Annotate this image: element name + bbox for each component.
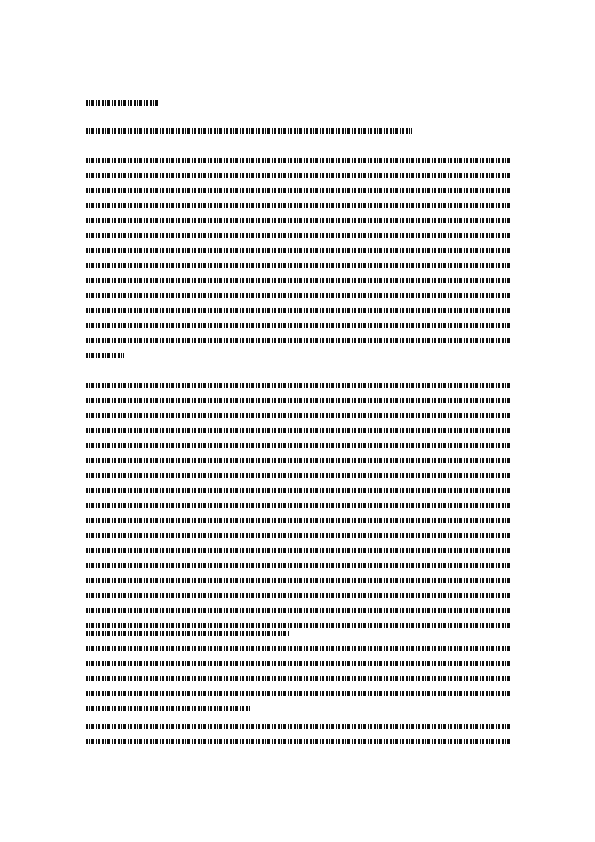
text-line: [86, 533, 512, 538]
text-line: [86, 458, 512, 463]
text-line: [86, 158, 512, 163]
text-line: [86, 218, 512, 223]
text-line: [86, 413, 512, 418]
text-line: [86, 488, 512, 493]
text-line: [86, 188, 512, 193]
text-line: [86, 691, 512, 696]
text-line: [86, 383, 512, 388]
text-line: [86, 608, 512, 613]
text-line: [86, 443, 512, 448]
text-line: [86, 706, 250, 711]
text-line: [86, 646, 512, 651]
text-line: [86, 263, 512, 268]
text-line: [86, 548, 512, 553]
page-header-label: [86, 100, 158, 106]
text-line: [86, 308, 512, 313]
text-line: [86, 203, 512, 208]
text-line: [86, 323, 512, 328]
text-line: [86, 724, 512, 729]
text-line: [86, 578, 512, 583]
text-line: [86, 428, 512, 433]
text-line: [86, 398, 512, 403]
text-line: [86, 293, 512, 298]
text-line: [86, 353, 124, 358]
text-line: [86, 248, 512, 253]
text-line: [86, 473, 512, 478]
text-line: [86, 278, 512, 283]
text-line: [86, 593, 512, 598]
text-line: [86, 631, 290, 636]
text-line: [86, 661, 512, 666]
text-line: [86, 518, 512, 523]
text-line: [86, 563, 512, 568]
text-line: [86, 739, 512, 744]
text-line: [86, 338, 512, 343]
text-line: [86, 173, 512, 178]
text-line: [86, 233, 512, 238]
text-line: [86, 623, 512, 628]
text-line: [86, 503, 512, 508]
document-title: [86, 128, 412, 134]
text-line: [86, 676, 512, 681]
